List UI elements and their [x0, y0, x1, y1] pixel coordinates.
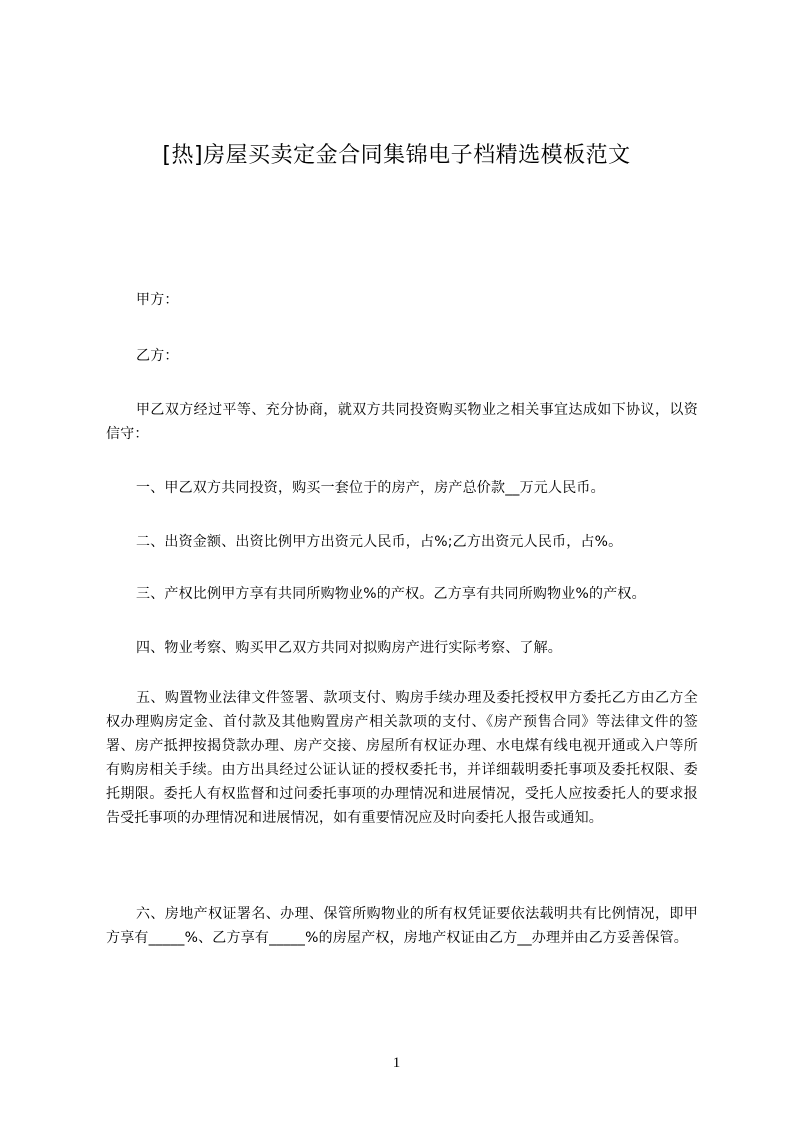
clause-3-paragraph: 三、产权比例甲方享有共同所购物业%的产权。乙方享有共同所购物业%的产权。	[136, 586, 646, 602]
party-b-line: 乙方：	[136, 348, 179, 364]
clause-4-paragraph: 四、物业考察、购买甲乙双方共同对拟购房产进行实际考察、了解。	[136, 640, 562, 656]
page-number: 1	[392, 1055, 401, 1071]
intro-paragraph: 甲乙双方经过平等、充分协商，就双方共同投资购买物业之相关事宜达成如下协议，以资信守：	[106, 402, 698, 442]
document-title: [热]房屋买卖定金合同集锦电子档精选模板范文	[162, 143, 631, 168]
clause-5-paragraph: 五、购置物业法律文件签署、款项支付、购房手续办理及委托授权甲方委托乙方由乙方全权办理购房定金、首付款及其他购置房产相关款项的支付、《房产预售合同》等法律文件的签署、房产抵押按揭贷款办理、房产交接、房屋所有权证办理、水电煤有线电视开通或入户等所有购房相关手续。由方出具经过公证认证的授权委托书，并详细载明委托事项及委托权限、委托期限。委托人有权监督和过问委托事项的办理情况和进展情况，受托人应按委托人的要求报告受托事项的办理情况和进展情况，如有重要情况应及时向委托人报告或通知。	[106, 690, 698, 826]
party-a-line: 甲方：	[136, 292, 179, 308]
clause-1-paragraph: 一、甲乙双方共同投资，购买一套位于的房产，房产总价款__万元人民币。	[136, 480, 605, 496]
clause-6-paragraph: 六、房地产权证署名、办理、保管所购物业的所有权凭证要依法载明共有比例情况，即甲方享有_____%、乙方享有_____%的房屋产权，房地产权证由乙方__办理并由乙方妥善保管。	[106, 906, 698, 946]
clause-2-paragraph: 二、出资金额、出资比例甲方出资元人民币，占%;乙方出资元人民币，占%。	[136, 534, 623, 550]
